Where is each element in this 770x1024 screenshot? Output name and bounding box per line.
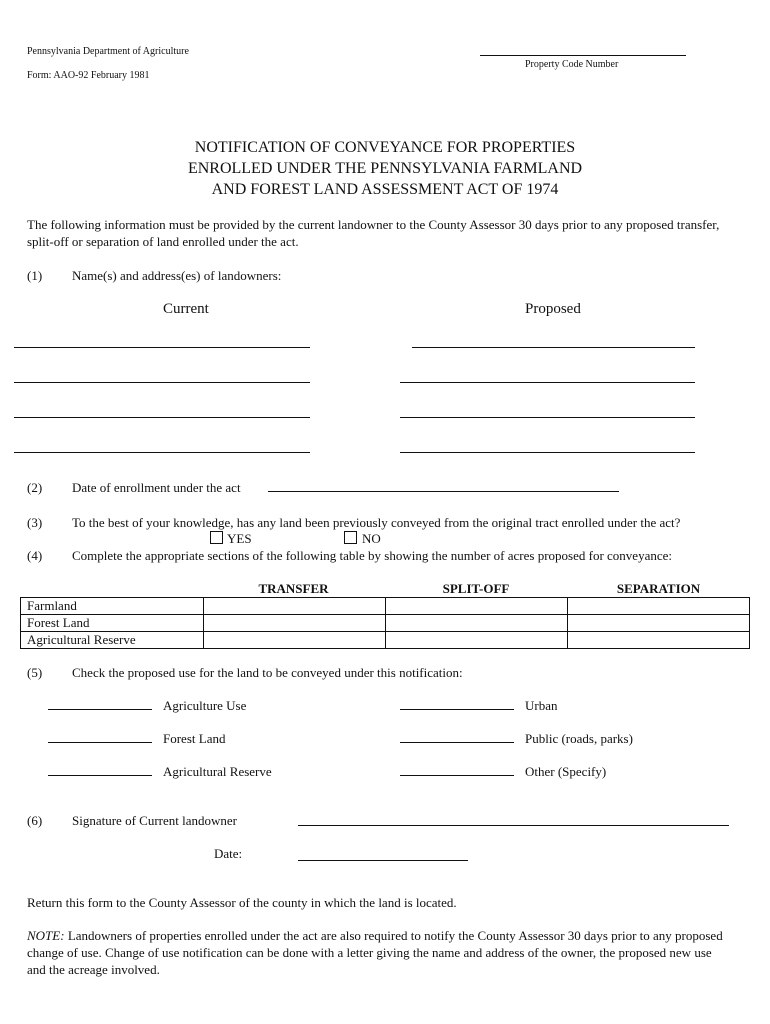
table-row (21, 632, 750, 649)
option-agriculture-use: Agriculture Use (163, 698, 247, 713)
q6-number: (6) (27, 813, 43, 828)
current-owner-line-4[interactable] (14, 452, 310, 453)
public-check-line[interactable] (400, 742, 514, 743)
current-owner-line-3[interactable] (14, 417, 310, 418)
yes-checkbox[interactable] (210, 531, 223, 544)
property-code-field[interactable] (480, 55, 686, 56)
department-name: Pennsylvania Department of Agriculture (27, 46, 189, 57)
yes-label: YES (227, 531, 252, 546)
q2-number: (2) (27, 480, 43, 495)
q4-number: (4) (27, 548, 43, 563)
proposed-owner-line-1[interactable] (412, 347, 695, 348)
option-public: Public (roads, parks) (525, 731, 633, 746)
row-label-forest-land: Forest Land (21, 615, 204, 632)
signature-field[interactable] (298, 825, 729, 826)
q3-number: (3) (27, 515, 43, 530)
farmland-split-off-cell[interactable] (386, 598, 568, 615)
proposed-owner-line-3[interactable] (400, 417, 695, 418)
row-label-farmland: Farmland (21, 598, 204, 615)
current-owner-line-1[interactable] (14, 347, 310, 348)
agricultural-reserve-split-off-cell[interactable] (386, 632, 568, 649)
proposed-owner-line-2[interactable] (400, 382, 695, 383)
farmland-transfer-cell[interactable] (204, 598, 386, 615)
form-title-line-2: ENROLLED UNDER THE PENNSYLVANIA FARMLAND (187, 160, 583, 177)
option-urban: Urban (525, 698, 558, 713)
agricultural-reserve-check-line[interactable] (48, 775, 152, 776)
intro-text: The following information must be provided by the current landowner to the County Assessor 30 days prior to any proposed transfer, split-off or separation of land enrolled under the act. (27, 217, 720, 249)
property-code-label: Property Code Number (525, 59, 619, 70)
enrollment-date-field[interactable] (268, 491, 619, 492)
forest-land-split-off-cell[interactable] (386, 615, 568, 632)
column-header-separation: SEPARATION (616, 581, 701, 596)
q5-text: Check the proposed use for the land to be conveyed under this notification: (72, 665, 463, 680)
other-check-line[interactable] (400, 775, 514, 776)
proposed-label: Proposed (525, 301, 581, 317)
form-title-line-1: NOTIFICATION OF CONVEYANCE FOR PROPERTIES (194, 139, 576, 156)
option-other: Other (Specify) (525, 764, 607, 779)
column-header-split-off: SPLIT-OFF (442, 581, 510, 596)
option-agricultural-reserve: Agricultural Reserve (163, 764, 272, 779)
acres-table (20, 597, 750, 649)
return-instructions: Return this form to the County Assessor of the county in which the land is located. (27, 895, 457, 910)
forest-land-separation-cell[interactable] (568, 615, 750, 632)
column-header-transfer: TRANSFER (258, 581, 329, 596)
q6-text: Signature of Current landowner (72, 813, 237, 828)
current-owner-line-2[interactable] (14, 382, 310, 383)
date-field[interactable] (298, 860, 468, 861)
q4-text: Complete the appropriate sections of the following table by showing the number of acres proposed for conveyance: (72, 548, 672, 563)
q5-number: (5) (27, 665, 43, 680)
q2-text: Date of enrollment under the act (72, 480, 241, 495)
note-label: NOTE: (27, 928, 65, 943)
agricultural-reserve-transfer-cell[interactable] (204, 632, 386, 649)
farmland-separation-cell[interactable] (568, 598, 750, 615)
date-label: Date: (214, 846, 243, 861)
urban-check-line[interactable] (400, 709, 514, 710)
form-title-line-3: AND FOREST LAND ASSESSMENT ACT OF 1974 (211, 181, 559, 198)
note-text: Landowners of properties enrolled under the act are also required to notify the County Assessor 30 days prior to any proposed change of use. Change of use notification can be done with a letter giving the name and address of the owner, the proposed new use and the acreage involved. (27, 928, 723, 977)
proposed-owner-line-4[interactable] (400, 452, 695, 453)
table-row (21, 615, 750, 632)
note-paragraph (27, 927, 727, 978)
row-label-agricultural-reserve: Agricultural Reserve (21, 632, 204, 649)
current-label: Current (163, 301, 209, 317)
table-row (21, 598, 750, 615)
q1-text: Name(s) and address(es) of landowners: (72, 268, 282, 283)
no-label: NO (362, 531, 381, 546)
q1-number: (1) (27, 268, 43, 283)
forest-land-transfer-cell[interactable] (204, 615, 386, 632)
option-forest-land: Forest Land (163, 731, 226, 746)
agriculture-use-check-line[interactable] (48, 709, 152, 710)
q3-text: To the best of your knowledge, has any land been previously conveyed from the original tract enrolled under the act? (72, 515, 681, 530)
forest-land-check-line[interactable] (48, 742, 152, 743)
form-id: Form: AAO-92 February 1981 (27, 70, 150, 81)
no-checkbox[interactable] (344, 531, 357, 544)
agricultural-reserve-separation-cell[interactable] (568, 632, 750, 649)
